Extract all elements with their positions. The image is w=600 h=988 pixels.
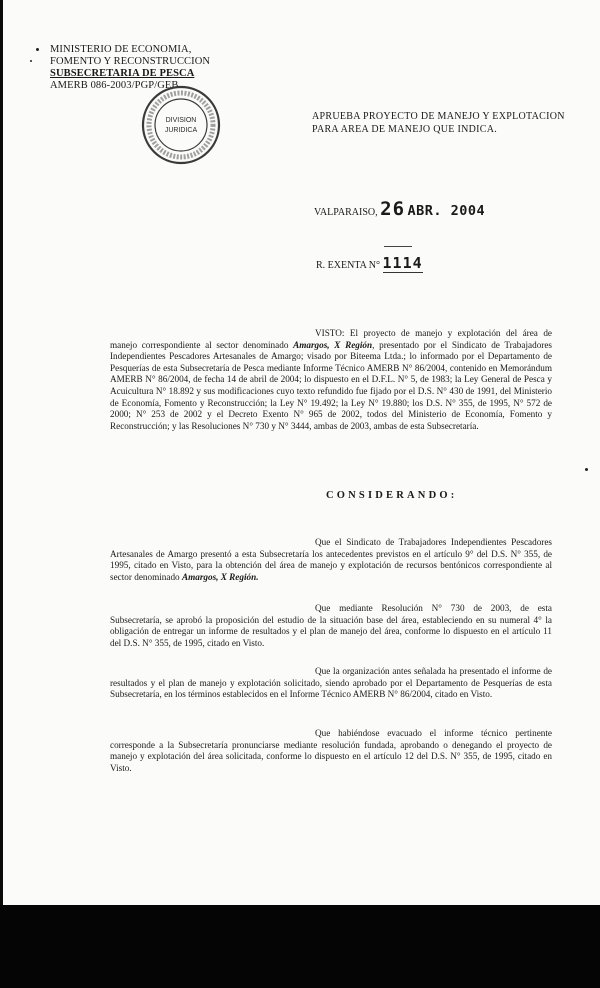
paragraph-text: informe de resultados y el plan de manejo y explotación solicitado, siendo aprobado por el Departamento de Pesquerías de esta Subsecretaría, en los términos establecidos en el Informe Técnico AMERB N° 86/2004, citado en Visto. [110, 666, 552, 700]
reference-code: AMERB 086-2003/PGP/GEB [50, 80, 179, 91]
dateline [314, 198, 485, 220]
scan-speck [585, 468, 588, 471]
signature-mark [384, 246, 412, 247]
resolution-number: 1114 [382, 254, 423, 272]
considerando-paragraph-3 [110, 666, 552, 701]
scan-edge [0, 0, 3, 905]
city: VALPARAISO, [314, 207, 378, 218]
date-day: 26 [380, 198, 406, 220]
considerando-paragraph-4 [110, 728, 552, 774]
resolution-number-line [316, 254, 423, 272]
visto-paragraph [110, 328, 552, 432]
resolution-label: R. EXENTA N° [316, 260, 381, 271]
division-juridica-stamp [140, 84, 222, 166]
visto-sector: Amargos, X Región [293, 339, 373, 350]
paragraph-lead: Que mediante Resolución N° 730 de 2003, de esta [315, 603, 552, 613]
considerando-paragraph-2 [110, 603, 552, 649]
resolution-subject: APRUEBA PROYECTO DE MANEJO Y EXPLOTACION PARA AREA DE MANEJO QUE INDICA. [312, 111, 565, 135]
paragraph-lead: Que el Sindicato de Trabajadores Independientes [315, 537, 507, 547]
paragraph-lead: Que la organización antes señalada ha presentado el [315, 666, 509, 676]
visto-lead: VISTO: [315, 328, 345, 338]
considerando-heading: CONSIDERANDO: [326, 490, 458, 501]
ministry-line: MINISTERIO DE ECONOMIA, [50, 44, 192, 55]
paragraph-text: Pescadores Artesanales de Amargo presentó a esta Subsecretaría los antecedentes previstos en el artículo 9° del D.S. N° 355, de 1995, citado en Visto, para la obtención del área de manejo y explotación de recursos bentónicos correspondiente al sector denominado [110, 537, 552, 582]
subsecretaria-line: SUBSECRETARIA DE PESCA [50, 68, 195, 79]
visto-text: , presentado por el Sindicato de Trabajadores Independientes Pescadores Artesanales de Amargo; visado por Biteema Ltda.; lo informado por el Departamento de Pesquerías de esta Subsecretaría de Pesca mediante Informe Técnico AMERB N° 86/2004, contenido en Memorándum AMERB N° 86/2004, de fecha 14 de abril de 2004; lo dispuesto en el D.F.L. N° 5, de 1983; la Ley General de Pesca y Acuicultura N° 18.892 y sus modificaciones cuyo texto refundido fue fijado por el D.S. N° 430 de 1991, del Ministerio de Economía, Fomento y Reconstrucción; la Ley N° 19.492; la Ley N° 19.880; los D.S. N° 355, de 1995, N° 572 de 2000; N° 253 de 2002 y el Decreto Exento N° 965 de 2002, todos del Ministerio de Economía, Fomento y Reconstrucción; y las Resoluciones N° 730 y N° 3444, ambas de 2003, ambas de esta Subsecretaría. [110, 339, 553, 431]
paragraph-lead: Que habiéndose evacuado el informe técnico [315, 728, 508, 738]
scan-speck [36, 48, 39, 51]
ministry-line: FOMENTO Y RECONSTRUCCION [50, 56, 211, 67]
paragraph-text: Subsecretaría, se aprobó la proposición del estudio de la situación base del área, estableciendo en su numeral 4° la obligación de entregar un informe de resultados y el plan de manejo del área, conforme lo dispuesto en el artículo 11 del D.S. N° 355, de 1995, citado en Visto. [110, 614, 552, 648]
paragraph-text: pertinente corresponde a la Subsecretaría pronunciarse mediante resolución fundada, aprobando o denegando el proyecto de manejo y explotación del área solicitada, conforme lo dispuesto en el artículo 12 del D.S. N° 355, de 1995, citado en Visto. [110, 728, 552, 773]
stamp-text: DIVISION [165, 117, 197, 124]
date-month-year: ABR. 2004 [407, 203, 486, 219]
paragraph-sector: Amargos, X Región. [181, 571, 259, 582]
visto-text: El proyecto de manejo y explotación del área de manejo correspondiente al sector denominado [110, 328, 552, 350]
scan-bottom-band [0, 905, 600, 988]
stamp-text: JURIDICA [164, 127, 198, 134]
scan-speck [30, 60, 32, 62]
considerando-paragraph-1 [110, 537, 552, 583]
